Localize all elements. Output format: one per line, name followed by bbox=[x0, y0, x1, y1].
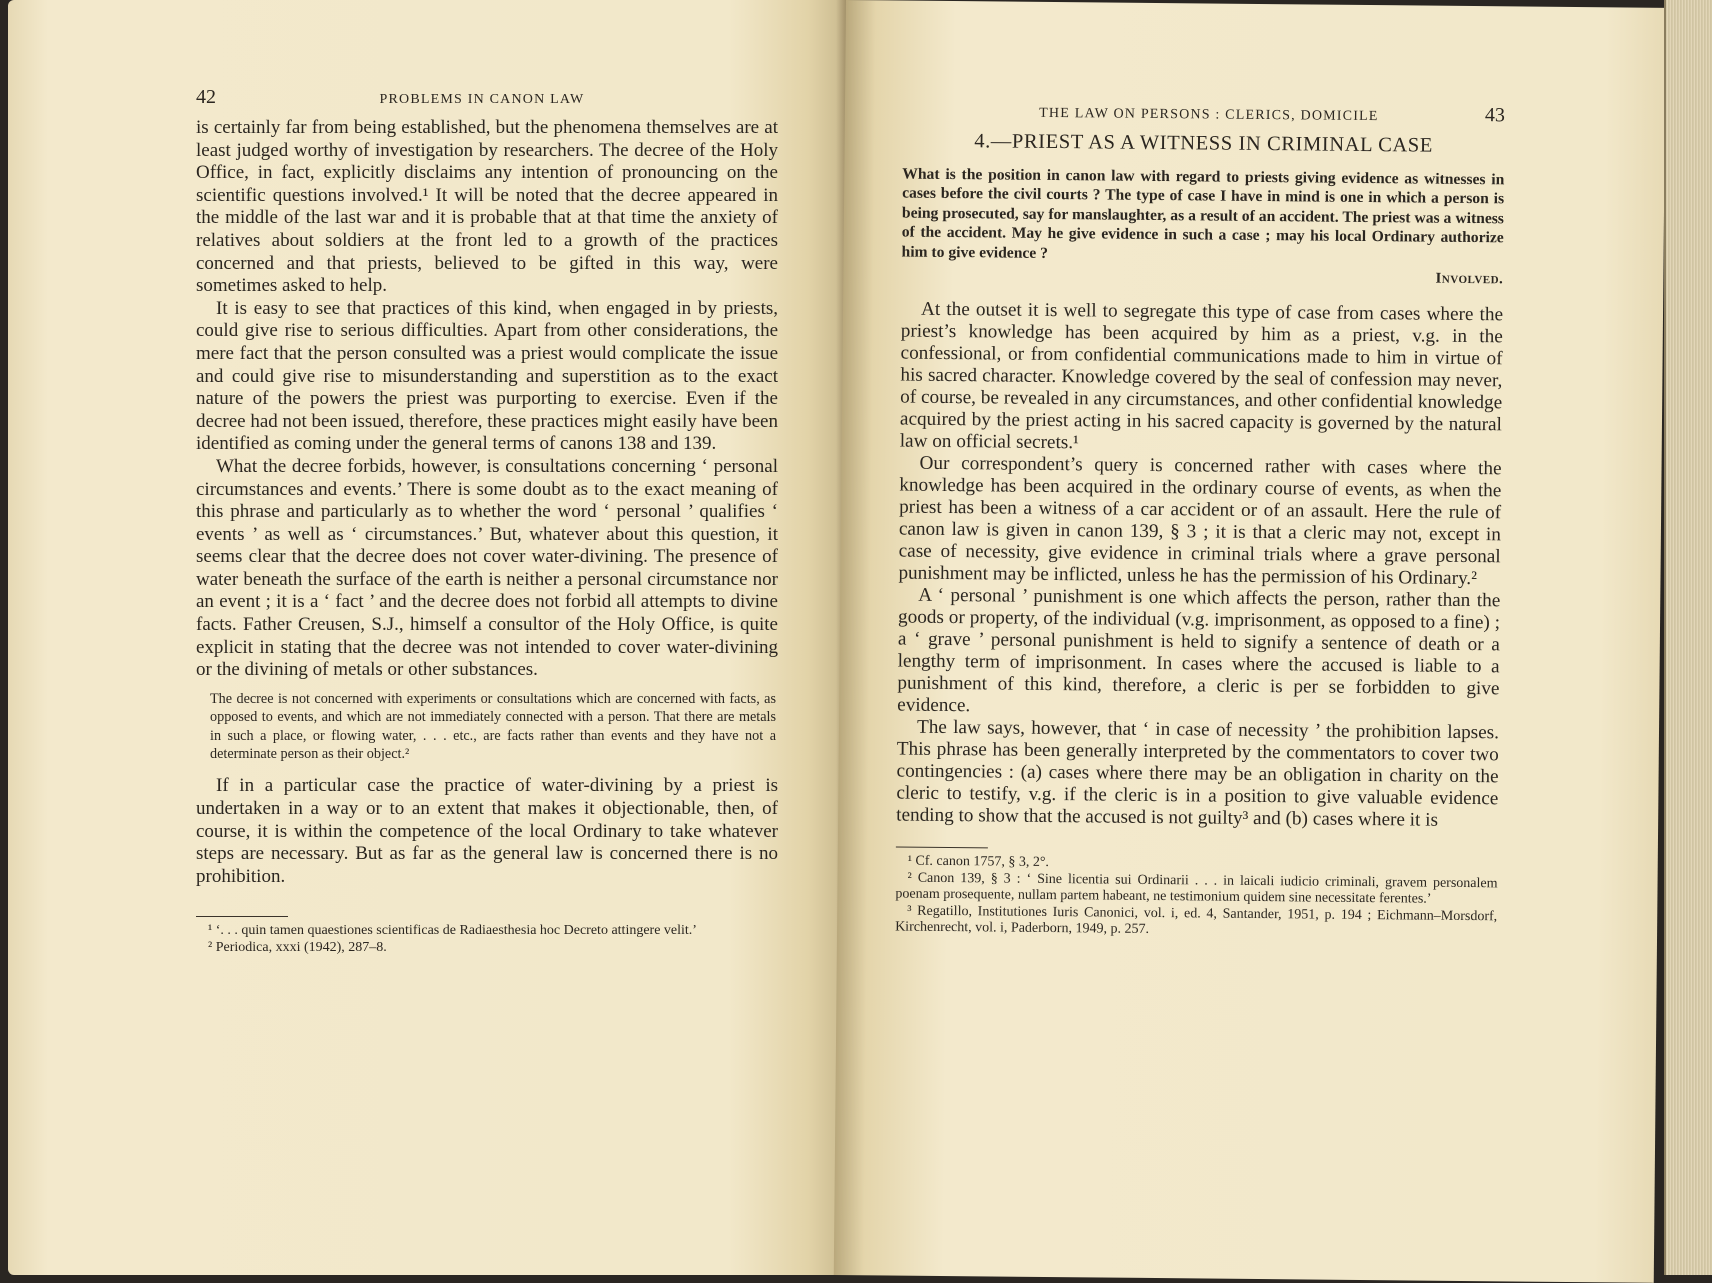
right-paragraph-2: Our correspondent’s query is concerned rather with cases where the knowledge has been acquired in the ordinary course of events, as when the priest has been a witness of a car accident or of an assault. Here the rule of canon law is given in canon 139, § 3 ; it is that a cleric may not, except in case of necessity, give evidence in criminal trials where a grave personal punishment may be inflicted, unless he has the permission of his Ordinary.² bbox=[898, 452, 1502, 590]
left-paragraph-3: What the decree forbids, however, is consultations concerning ‘ personal circumstances and events.’ There is some doubt as to the exact meaning of this phrase and particularly as to whether the word ‘ personal ’ qualifies ‘ events ’ as well as ‘ circumstances.’ But, whatever about this question, it seems clear that the decree does not cover water-divining. The presence of water beneath the surface of the earth is neither a personal circumstance nor an event ; it is a ‘ fact ’ and the decree does not forbid all attempts to divine facts. Father Creusen, S.J., himself a consultor of the Holy Office, is quite explicit in stating that the decree was not intended to cover water-divining or the divining of metals or other substances. bbox=[196, 455, 778, 681]
left-page-content bbox=[196, 86, 778, 956]
right-footnote-2: ² Canon 139, § 3 : ‘ Sine licentia sui Ordinarii . . . in laicali iudicio criminali, gravem personalem poenam prosequente, nullam partem habeant, ne testimonium quidem sine necessitate ferentes.’ bbox=[895, 870, 1498, 907]
query-signature: Involved. bbox=[1435, 270, 1504, 288]
right-footnote-3: ³ Regatillo, Institutiones Iuris Canonici, vol. i, ed. 4, Santander, 1951, p. 194 ; Eichmann–Morsdorf, Kirchenrecht, vol. i, Paderborn, 1949, p. 257. bbox=[895, 903, 1498, 937]
left-paragraph-4: If in a particular case the practice of water-divining by a priest is undertaken in a way or to an extent that makes it objectionable, then, of course, it is within the competence of the local Ordinary to take whatever steps are necessary. But as far as the general law is concerned there is no prohibition. bbox=[196, 775, 778, 887]
left-running-head bbox=[196, 86, 778, 109]
right-page bbox=[834, 0, 1666, 1283]
reader-query: What is the position in canon law with regard to priests giving evidence as witnesses in cases before the civil courts ? The type of case I have in mind is one in which a person is being prosecuted, say for manslaughter, as a result of an accident. The priest was a witness of the accident. May he give evidence in such a case ; may his local Ordinary authorize him to give evidence ? bbox=[901, 165, 1505, 262]
block-quote: The decree is not concerned with experiments or consultations which are concerned with facts, as opposed to events, and which are not immediately connected with a person. That there are metals in such a place, or flowing water, . . . etc., are facts rather than events and they have not a determinate person as their object.² bbox=[210, 690, 776, 763]
left-paragraph-1: is certainly far from being established, but the phenomena themselves are at least judged worthy of investigation by researchers. The decree of the Holy Office, in fact, explicitly disclaims any intention of pronouncing on the scientific questions involved.¹ It will be noted that the decree appeared in the middle of the last war and it is probable that at that time the anxiety of relatives about soldiers at the front led to a growth of the practices concerned and that priests, believed to be gifted in this way, were sometimes asked to help. bbox=[196, 117, 778, 297]
left-page bbox=[8, 0, 846, 1275]
page-edges bbox=[1664, 0, 1712, 1275]
right-page-number: 43 bbox=[1484, 104, 1506, 127]
right-running-head bbox=[903, 99, 1505, 128]
left-page-number: 42 bbox=[196, 86, 216, 108]
left-running-title: PROBLEMS IN CANON LAW bbox=[379, 92, 585, 107]
right-running-title: THE LAW ON PERSONS : CLERICS, DOMICILE bbox=[1039, 105, 1379, 125]
right-paragraph-1: At the outset it is well to segregate this type of case from cases where the priest’s knowledge has been acquired by him as a priest, v.g. in the confessional, or from confidential communications made to him in virtue of his sacred character. Knowledge covered by the seal of confession may never, of course, be revealed in any circumstances, and other confidential knowledge acquired by the priest acting in his sacred capacity is governed by the natural law on official secrets.¹ bbox=[899, 298, 1504, 454]
right-footnote-1: ¹ Cf. canon 1757, § 3, 2°. bbox=[907, 853, 1050, 871]
right-footnote-rule bbox=[896, 847, 988, 849]
left-paragraph-2: It is easy to see that practices of this kind, when engaged in by priests, could give rise to serious difficulties. Apart from other considerations, the mere fact that the person consulted was a priest would complicate the issue and could give rise to misunderstanding and superstition as to the exact nature of the powers the priest was purporting to exercise. Even if the decree had not been issued, therefore, these practices might easily have been identified as coming under the general terms of canons 138 and 139. bbox=[196, 297, 778, 455]
section-heading: 4.—PRIEST AS A WITNESS IN CRIMINAL CASE bbox=[974, 130, 1434, 157]
footnote-rule bbox=[196, 916, 288, 917]
right-page-content bbox=[895, 99, 1505, 942]
left-footnote-2: ² Periodica, xxxi (1942), 287–8. bbox=[208, 939, 387, 955]
right-paragraph-4: The law says, however, that ‘ in case of necessity ’ the prohibition lapses. This phrase has been generally interpreted by the commentators to cover two contingencies : (a) cases where there may be an obligation in charity on the cleric to testify, v.g. if the cleric is in a position to give valuable evidence tending to show that the accused is not guilty³ and (b) cases where it is bbox=[896, 716, 1500, 831]
left-footnote-1: ¹ ‘. . . quin tamen quaestiones scientificas de Radiaesthesia hoc Decreto attingere velit.’ bbox=[208, 923, 697, 939]
right-paragraph-3: A ‘ personal ’ punishment is one which affects the person, rather than the goods or property, of the individual (v.g. imprisonment, as opposed to a fine) ; a ‘ grave ’ personal punishment is held to signify a sentence of death or a lengthy term of imprisonment. In cases where the accused is liable to a punishment of this kind, therefore, a cleric is per se forbidden to give evidence. bbox=[897, 584, 1501, 717]
